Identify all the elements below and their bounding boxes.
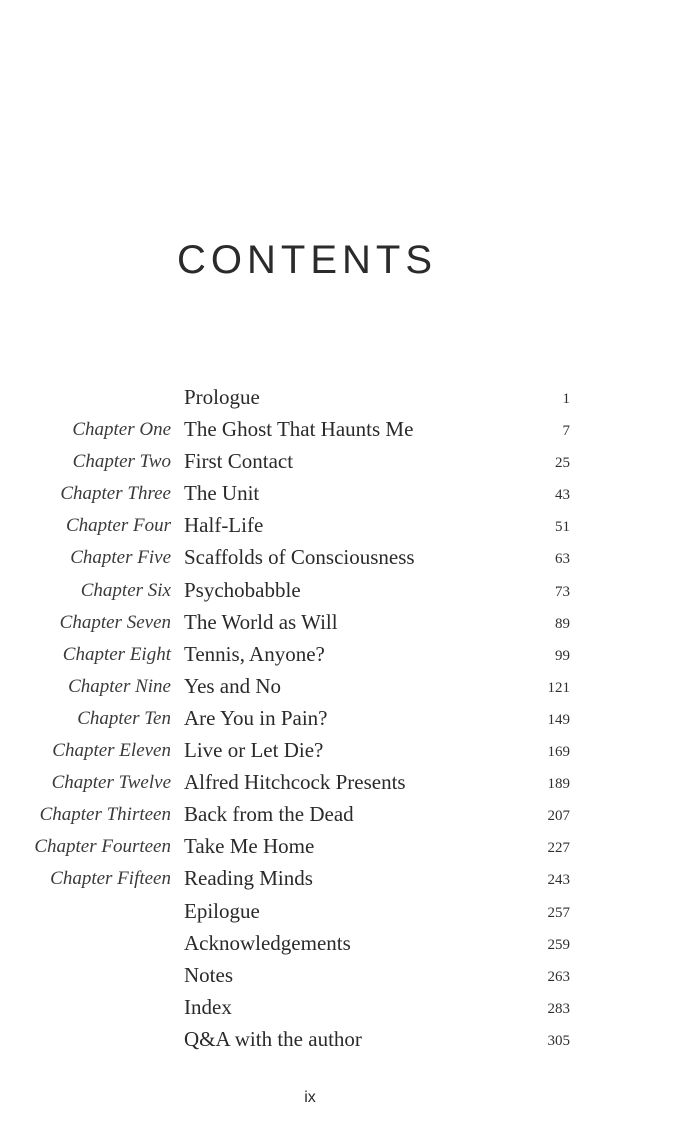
toc-entry[interactable] <box>0 863 682 895</box>
entry-title: The World as Will <box>184 609 338 634</box>
chapter-label: Chapter Thirteen <box>39 804 171 826</box>
chapter-label: Chapter Ten <box>77 707 171 729</box>
entry-title: Back from the Dead <box>184 802 354 827</box>
table-of-contents <box>0 382 682 1056</box>
toc-entry[interactable] <box>0 542 682 574</box>
entry-title: Scaffolds of Consciousness <box>184 545 415 570</box>
chapter-label: Chapter Two <box>72 451 171 473</box>
chapter-label: Chapter Three <box>60 483 171 505</box>
toc-entry[interactable] <box>0 799 682 831</box>
toc-entry[interactable] <box>0 767 682 799</box>
toc-entry[interactable] <box>0 607 682 639</box>
toc-entry[interactable] <box>0 928 682 960</box>
page-number: 263 <box>547 968 570 985</box>
page-number: 89 <box>555 615 570 632</box>
chapter-label: Chapter Seven <box>59 611 171 633</box>
toc-entry[interactable] <box>0 703 682 735</box>
entry-title: Tennis, Anyone? <box>184 641 325 666</box>
chapter-label: Chapter Eight <box>62 643 171 665</box>
chapter-label: Chapter Fifteen <box>50 868 171 890</box>
chapter-label: Chapter Fourteen <box>34 836 171 858</box>
page-number: 259 <box>547 936 570 953</box>
entry-title: Reading Minds <box>184 866 313 891</box>
page-number: 25 <box>555 455 570 472</box>
toc-entry[interactable] <box>0 510 682 542</box>
page-number: 1 <box>562 391 570 407</box>
page-number: 51 <box>555 519 570 536</box>
entry-title: Live or Let Die? <box>184 738 324 763</box>
toc-entry[interactable] <box>0 414 682 446</box>
toc-entry[interactable] <box>0 831 682 863</box>
chapter-label: Chapter Four <box>65 515 171 537</box>
page-number: 243 <box>547 872 570 889</box>
entry-title: Index <box>184 994 232 1019</box>
entry-title: Alfred Hitchcock Presents <box>184 770 406 795</box>
toc-entry[interactable] <box>0 1024 682 1056</box>
entry-title: Acknowledgements <box>184 930 351 955</box>
page-number: 207 <box>547 808 570 825</box>
page-number: 43 <box>555 487 570 504</box>
toc-entry[interactable] <box>0 382 682 414</box>
page-number: 257 <box>547 904 570 921</box>
entry-title: Yes and No <box>184 673 282 698</box>
page-number: 73 <box>555 583 570 600</box>
page-number: 305 <box>547 1032 570 1049</box>
toc-entry[interactable] <box>0 478 682 510</box>
entry-title: Are You in Pain? <box>184 705 328 730</box>
entry-title: Epilogue <box>184 898 260 923</box>
page-folio: ix <box>304 1089 316 1106</box>
chapter-label: Chapter Five <box>70 547 171 569</box>
chapter-label: Chapter Six <box>80 579 171 601</box>
entry-title: The Unit <box>184 481 260 506</box>
toc-entry[interactable] <box>0 735 682 767</box>
page-number: 121 <box>547 679 570 696</box>
entry-title: Psychobabble <box>184 577 301 602</box>
toc-entry[interactable] <box>0 639 682 671</box>
toc-entry[interactable] <box>0 896 682 928</box>
entry-title: Take Me Home <box>184 834 315 859</box>
page-number: 283 <box>547 1000 570 1017</box>
page-number: 149 <box>547 711 570 728</box>
toc-entry[interactable] <box>0 446 682 478</box>
page-number: 189 <box>547 776 570 793</box>
chapter-label: Chapter Nine <box>68 675 171 697</box>
entry-title: Notes <box>184 962 233 987</box>
page-title: CONTENTS <box>177 238 437 282</box>
chapter-label: Chapter Eleven <box>52 740 171 762</box>
entry-title: Half-Life <box>184 513 264 538</box>
page-number: 7 <box>562 423 570 440</box>
chapter-label: Chapter Twelve <box>51 772 171 794</box>
page-number: 63 <box>555 551 570 568</box>
entry-title: Prologue <box>184 385 260 409</box>
chapter-label: Chapter One <box>72 419 171 441</box>
entry-title: First Contact <box>184 449 294 474</box>
toc-entry[interactable] <box>0 960 682 992</box>
page-number: 169 <box>547 744 570 761</box>
page-number: 227 <box>547 840 570 857</box>
toc-entry[interactable] <box>0 575 682 607</box>
entry-title: The Ghost That Haunts Me <box>184 417 414 442</box>
toc-entry[interactable] <box>0 671 682 703</box>
page-number: 99 <box>555 647 570 664</box>
toc-entry[interactable] <box>0 992 682 1024</box>
entry-title: Q&A with the author <box>184 1026 362 1051</box>
